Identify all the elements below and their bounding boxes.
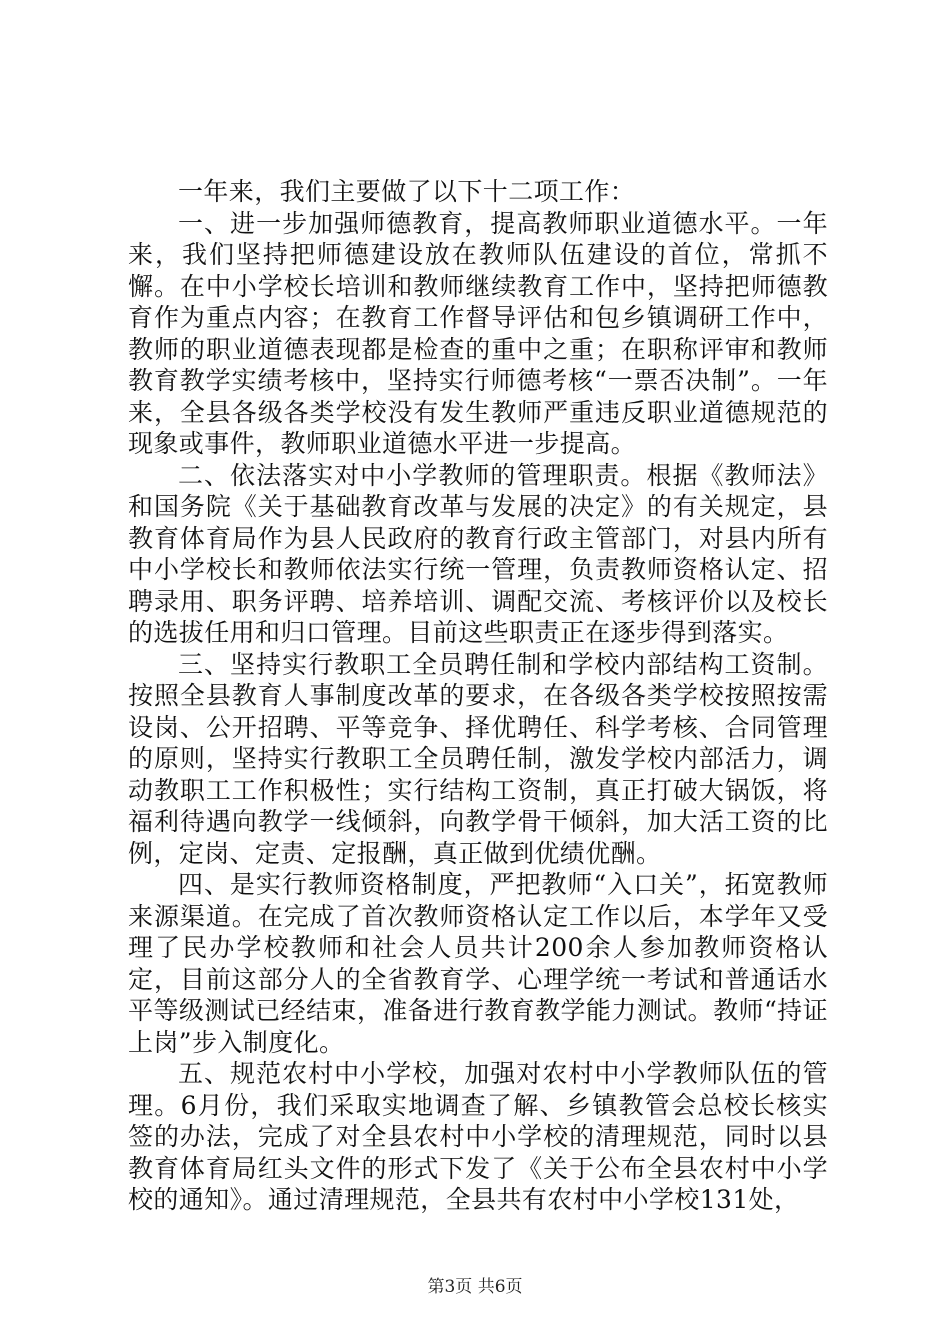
paragraph-item-3: 三、坚持实行教职工全员聘任制和学校内部结构工资制。按照全县教育人事制度改革的要求，在各级各类学校按照按需设岗、公开招聘、平等竞争、择优聘任、科学考核、合同管理的原则，坚持实行教职工全员聘任制，激发学校内部活力，调动教职工工作积极性；实行结构工资制，真正打破大锅饭，将福利待遇向教学一线倾斜，向教学骨干倾斜，加大活工资的比例，定岗、定责、定报酬，真正做到优绩优酬。 <box>128 649 828 868</box>
paragraph-item-4: 四、是实行教师资格制度，严把教师“入口关”，拓宽教师来源渠道。在完成了首次教师资格认定工作以后，本学年又受理了民办学校教师和社会人员共计200余人参加教师资格认定，目前这部分人的全省教育学、心理学统一考试和普通话水平等级测试已经结束，准备进行教育教学能力测试。教师“持证上岗”步入制度化。 <box>128 870 828 1057</box>
page-number-footer: 第3页 共6页 <box>427 1277 523 1297</box>
document-body <box>128 176 828 1216</box>
paragraph-item-2: 二、依法落实对中小学教师的管理职责。根据《教师法》和国务院《关于基础教育改革与发展的决定》的有关规定，县教育体育局作为县人民政府的教育行政主管部门，对县内所有中小学校长和教师依法实行统一管理，负责教师资格认定、招聘录用、职务评聘、培养培训、调配交流、考核评价以及校长的选拔任用和归口管理。目前这些职责正在逐步得到落实。 <box>128 460 828 647</box>
paragraph-intro: 一年来，我们主要做了以下十二项工作： <box>178 177 636 206</box>
paragraph-item-1: 一、进一步加强师德教育，提高教师职业道德水平。一年来，我们坚持把师德建设放在教师队伍建设的首位，常抓不懈。在中小学校长培训和教师继续教育工作中，坚持把师德教育作为重点内容；在教育工作督导评估和包乡镇调研工作中，教师的职业道德表现都是检查的重中之重；在职称评审和教师教育教学实绩考核中，坚持实行师德考核“一票否决制”。一年来，全县各级各类学校没有发生教师严重违反职业道德规范的现象或事件，教师职业道德水平进一步提高。 <box>128 208 828 458</box>
paragraph-item-5: 五、规范农村中小学校，加强对农村中小学教师队伍的管理。6月份，我们采取实地调查了解、乡镇教管会总校长核实签的办法，完成了对全县农村中小学校的清理规范，同时以县教育体育局红头文件的形式下发了《关于公布全县农村中小学校的通知》。通过清理规范，全县共有农村中小学校131处， <box>128 1059 828 1214</box>
